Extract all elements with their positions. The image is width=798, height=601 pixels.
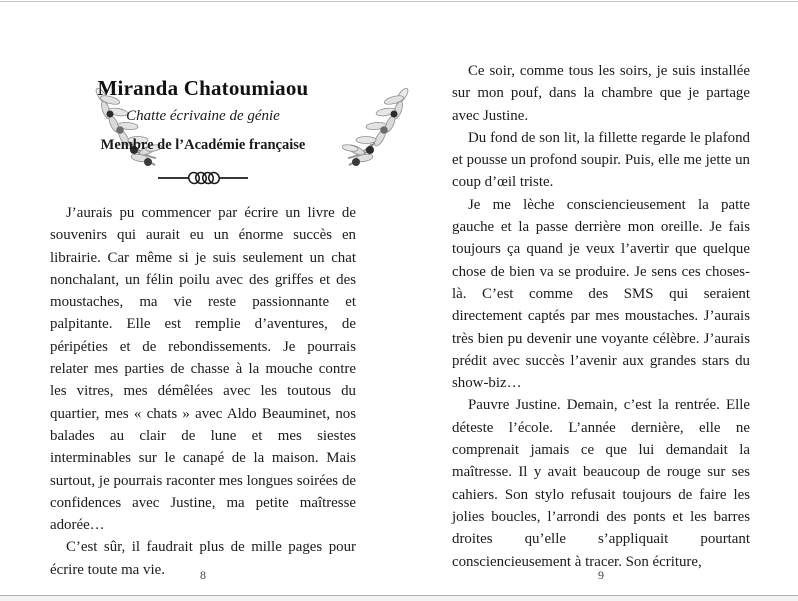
paragraph: C’est sûr, il faudrait plus de mille pages pour écrire toute ma vie. (50, 539, 356, 578)
right-page (452, 0, 750, 601)
left-page-body (50, 202, 356, 581)
paragraph: Je me lèche consciencieusement la patte gauche et la passe derrière mon oreille. Je fais toujours ça quand je veux l’avertir que quelque chose de bien va se produire. Je sens ces choses-là. C’est comme des SMS qui seraient directement captés par mes moustaches. J’aurais très bien pu devenir une voyante célèbre. J’aurais prédit avec succès l’avenir aux grandes stars du show-biz… (452, 196, 750, 392)
author-role: Chatte écrivaine de génie (126, 108, 280, 124)
viewport-bottom-strip (0, 596, 798, 601)
author-name: Miranda Chatoumiaou (97, 76, 309, 100)
paragraph: Ce soir, comme tous les soirs, je suis installée sur mon pouf, dans la chambre que je partage avec Justine. (452, 63, 750, 124)
author-affiliation: Membre de l’Académie française (100, 137, 306, 153)
paragraph: J’aurais pu commencer par écrire un livre de souvenirs qui aurait eu un énorme succès en librairie. Car même si je suis seulement un chat nonchalant, un félin poilu avec des griffes et des moustaches, ma vie reste passionnante et palpitante. Elle est remplie d’aventures, de péripéties et de rebondissements. Je pourrais relater mes parties de chasse à la mouche contre les vitres, mes démêlées avec les toutous du quartier, mes « chats » avec Aldo Beauminet, nos balades au clair de lune et mes siestes interminables sur le canapé de la maison. Mais surtout, je pourrais raconter mes longues soirées de confidences avec Justine, ma petite maîtresse adorée… (50, 205, 356, 534)
paragraph: Du fond de son lit, la fillette regarde le plafond et pousse un profond soupir. Puis, elle me jette un coup d’œil triste. (452, 129, 750, 191)
paragraph: Pauvre Justine. Demain, c’est la rentrée. Elle déteste l’école. L’année dernière, elle ne comprenait jamais ce que lui demandait la maîtresse. Il y avait beaucoup de rouge sur ses cahiers. Son stylo refusait toujours de faire les jolies boucles, l’arrondi des ponts et les barres droites qu’elle s’appliquait pourtant consciencieusement à tracer. Son écriture, (452, 397, 750, 570)
left-page (50, 0, 356, 601)
page-number-left: 8 (200, 568, 206, 582)
page-number-right: 9 (598, 568, 604, 582)
rope-coil-divider-icon (157, 171, 249, 185)
right-page-body (452, 60, 750, 573)
